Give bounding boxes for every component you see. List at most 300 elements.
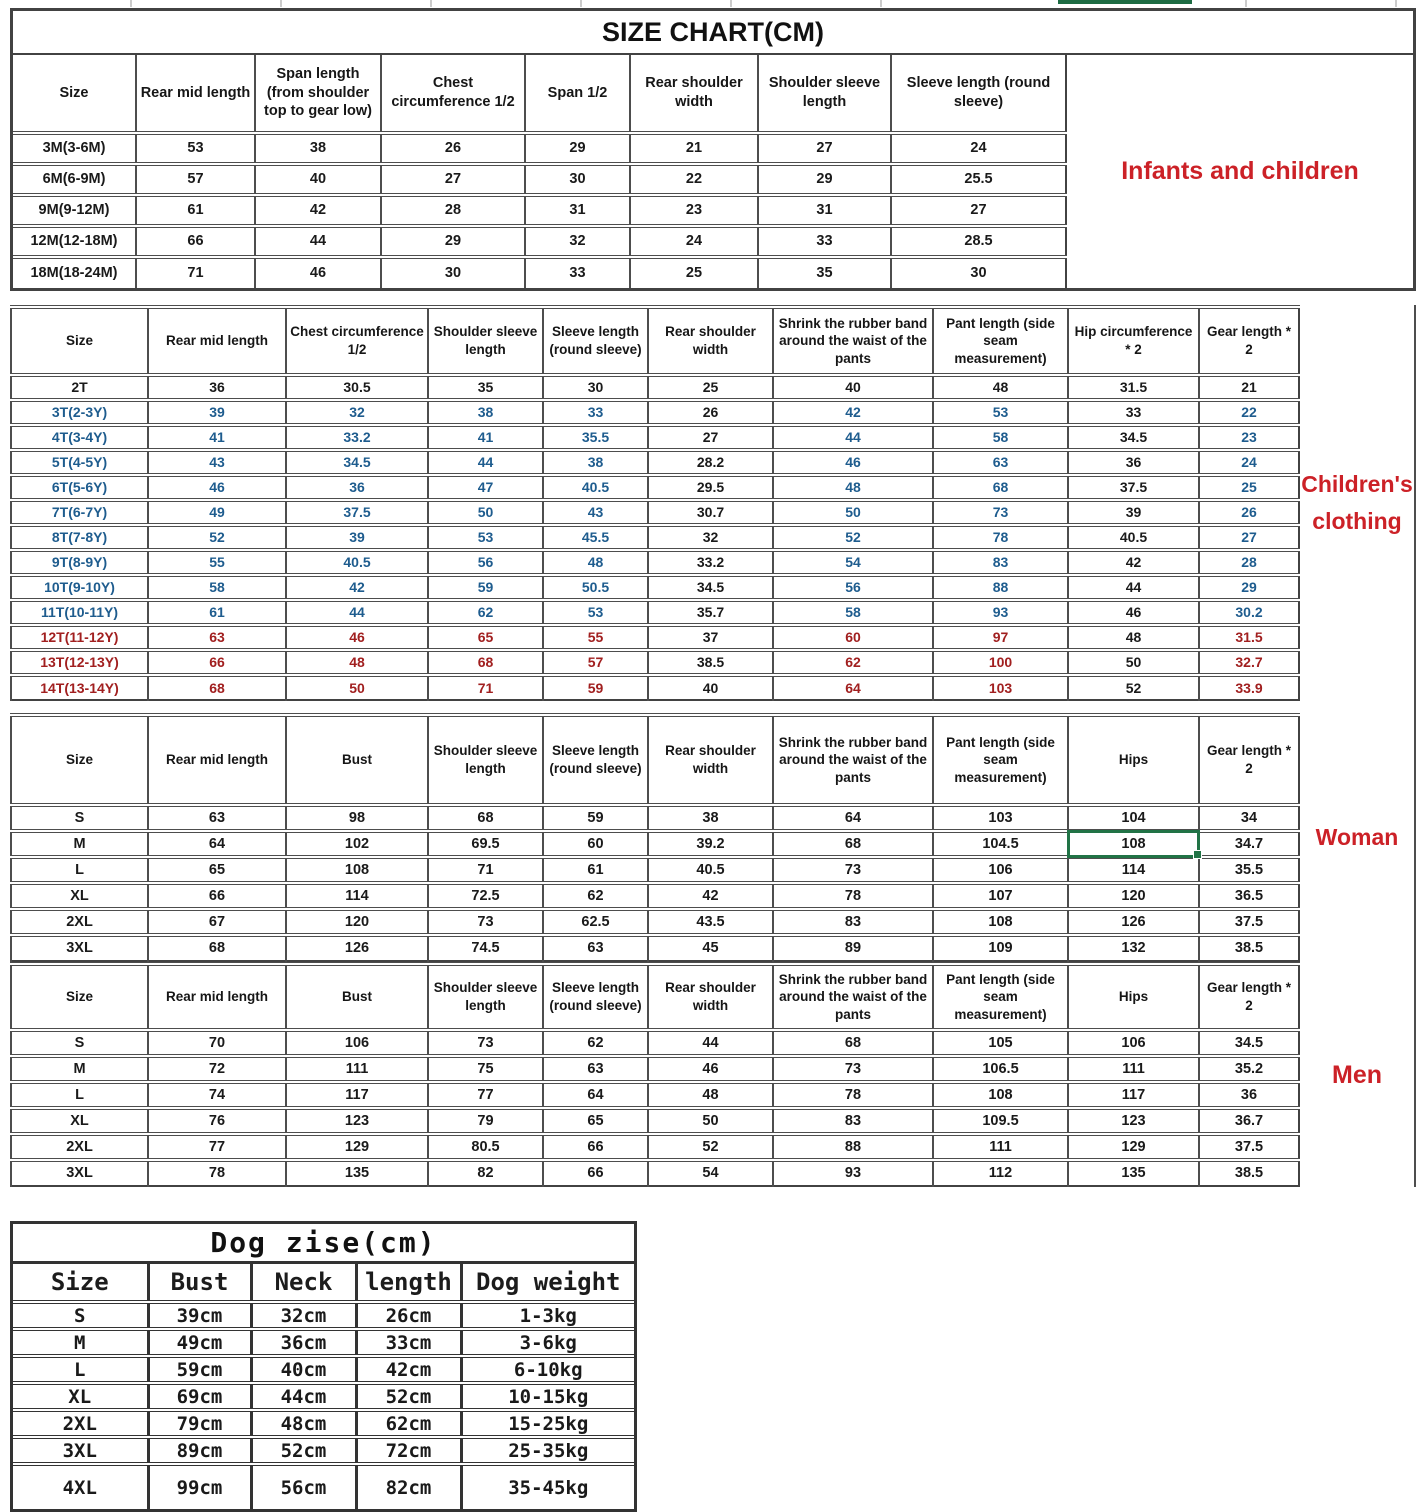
table-cell: 42cm bbox=[356, 1356, 461, 1383]
table-row bbox=[11, 400, 1299, 425]
table-cell: 37.5 bbox=[286, 500, 428, 525]
table-cell: 29 bbox=[1199, 575, 1299, 600]
table-cell: 66 bbox=[136, 226, 255, 257]
table-cell: 45.5 bbox=[543, 525, 648, 550]
column-header: Hip circumference * 2 bbox=[1068, 307, 1199, 375]
table-cell: 63 bbox=[148, 805, 286, 831]
table-cell: 46 bbox=[773, 450, 933, 475]
table-cell: 37.5 bbox=[1068, 475, 1199, 500]
table-cell: 112 bbox=[933, 1160, 1068, 1186]
table-row bbox=[11, 805, 1299, 831]
table-cell: 36 bbox=[286, 475, 428, 500]
table-cell: 42 bbox=[648, 883, 773, 909]
column-header: Gear length * 2 bbox=[1199, 715, 1299, 805]
table-row bbox=[13, 1383, 634, 1410]
row-size-label: 3XL bbox=[13, 1437, 148, 1464]
table-cell: 34.5 bbox=[286, 450, 428, 475]
children-label-text: Children's clothing bbox=[1301, 471, 1413, 534]
table-cell: 108 bbox=[933, 909, 1068, 935]
table-cell: 62 bbox=[428, 600, 543, 625]
table-cell: 32 bbox=[286, 400, 428, 425]
spreadsheet-top-gridline-strip bbox=[0, 0, 1428, 8]
table-cell: 111 bbox=[1068, 1056, 1199, 1082]
table-cell: 65 bbox=[543, 1108, 648, 1134]
table-cell: 120 bbox=[1068, 883, 1199, 909]
table-row bbox=[11, 1056, 1299, 1082]
table-cell: 46 bbox=[286, 625, 428, 650]
table-row bbox=[11, 375, 1299, 400]
table-cell: 46 bbox=[255, 257, 381, 288]
row-size-label: 4XL bbox=[13, 1464, 148, 1509]
table-cell: 40 bbox=[773, 375, 933, 400]
table-cell: 58 bbox=[148, 575, 286, 600]
row-size-label: XL bbox=[11, 1108, 148, 1134]
table-cell: 103 bbox=[933, 675, 1068, 700]
table-cell: 57 bbox=[136, 164, 255, 195]
table-cell: 44 bbox=[255, 226, 381, 257]
row-size-label: 12T(11-12Y) bbox=[11, 625, 148, 650]
table-cell: 106 bbox=[933, 857, 1068, 883]
table-cell: 33 bbox=[758, 226, 891, 257]
table-row bbox=[11, 475, 1299, 500]
table-cell: 31 bbox=[525, 195, 630, 226]
table-cell: 66 bbox=[543, 1134, 648, 1160]
children-section bbox=[10, 305, 1414, 701]
row-size-label: 9M(9-12M) bbox=[13, 195, 136, 226]
table-cell: 97 bbox=[933, 625, 1068, 650]
table-cell: 103 bbox=[933, 805, 1068, 831]
row-size-label: 3XL bbox=[11, 935, 148, 961]
size-chart-title: SIZE CHART(CM) bbox=[13, 11, 1413, 55]
table-row bbox=[13, 1302, 634, 1329]
table-cell: 25 bbox=[630, 257, 758, 288]
table-cell: 48 bbox=[543, 550, 648, 575]
table-cell: 42 bbox=[255, 195, 381, 226]
table-cell: 55 bbox=[543, 625, 648, 650]
column-header: Shrink the rubber band around the waist of the pants bbox=[773, 964, 933, 1030]
column-header: Shoulder sleeve length bbox=[428, 964, 543, 1030]
table-cell: 38 bbox=[255, 133, 381, 164]
table-cell: 53 bbox=[136, 133, 255, 164]
table-cell: 44 bbox=[286, 600, 428, 625]
table-row bbox=[11, 625, 1299, 650]
table-cell: 29.5 bbox=[648, 475, 773, 500]
table-row bbox=[13, 1410, 634, 1437]
table-cell: 52 bbox=[148, 525, 286, 550]
table-cell: 40.5 bbox=[543, 475, 648, 500]
table-cell: 35.5 bbox=[1199, 857, 1299, 883]
table-cell: 83 bbox=[933, 550, 1068, 575]
table-cell: 74.5 bbox=[428, 935, 543, 961]
table-cell: 28.5 bbox=[891, 226, 1066, 257]
row-size-label: M bbox=[13, 1329, 148, 1356]
table-row bbox=[11, 425, 1299, 450]
row-size-label: 2T bbox=[11, 375, 148, 400]
table-cell: 71 bbox=[428, 857, 543, 883]
column-header: Rear shoulder width bbox=[648, 307, 773, 375]
table-cell: 70 bbox=[148, 1030, 286, 1056]
table-cell: 41 bbox=[428, 425, 543, 450]
table-cell: 89 bbox=[773, 935, 933, 961]
column-header: Rear mid length bbox=[136, 55, 255, 133]
column-header: Rear mid length bbox=[148, 964, 286, 1030]
column-header: Sleeve length (round sleeve) bbox=[891, 55, 1066, 133]
table-row bbox=[11, 450, 1299, 475]
column-header: Dog weight bbox=[461, 1264, 634, 1302]
table-row bbox=[13, 1329, 634, 1356]
column-header: Bust bbox=[286, 715, 428, 805]
table-row bbox=[11, 600, 1299, 625]
table-cell: 60 bbox=[543, 831, 648, 857]
dog-size-table bbox=[13, 1264, 634, 1509]
table-cell: 38.5 bbox=[648, 650, 773, 675]
table-cell: 52 bbox=[773, 525, 933, 550]
table-cell: 49cm bbox=[148, 1329, 251, 1356]
row-size-label: S bbox=[11, 1030, 148, 1056]
table-cell: 35-45kg bbox=[461, 1464, 634, 1509]
table-cell: 49 bbox=[148, 500, 286, 525]
table-row bbox=[11, 1160, 1299, 1186]
infants-section bbox=[10, 8, 1416, 291]
table-cell: 26cm bbox=[356, 1302, 461, 1329]
table-cell: 104.5 bbox=[933, 831, 1068, 857]
row-size-label: 2XL bbox=[13, 1410, 148, 1437]
table-row bbox=[13, 226, 1066, 257]
table-cell: 36 bbox=[1068, 450, 1199, 475]
row-size-label: M bbox=[11, 1056, 148, 1082]
table-cell: 30.7 bbox=[648, 500, 773, 525]
table-cell: 106 bbox=[286, 1030, 428, 1056]
table-cell: 26 bbox=[648, 400, 773, 425]
table-cell: 108 bbox=[933, 1082, 1068, 1108]
infants-label-text: Infants and children bbox=[1121, 157, 1359, 185]
woman-size-table bbox=[10, 713, 1300, 962]
table-cell: 27 bbox=[381, 164, 525, 195]
table-cell: 106.5 bbox=[933, 1056, 1068, 1082]
table-cell: 24 bbox=[630, 226, 758, 257]
table-row bbox=[11, 1030, 1299, 1056]
dog-size-section bbox=[10, 1221, 637, 1512]
row-size-label: M bbox=[11, 831, 148, 857]
table-cell: 111 bbox=[286, 1056, 428, 1082]
table-row bbox=[11, 1134, 1299, 1160]
column-header: Hips bbox=[1068, 715, 1199, 805]
table-cell: 77 bbox=[428, 1082, 543, 1108]
column-header: Chest circumference 1/2 bbox=[381, 55, 525, 133]
table-cell: 114 bbox=[286, 883, 428, 909]
table-cell: 114 bbox=[1068, 857, 1199, 883]
table-row bbox=[11, 550, 1299, 575]
table-cell: 29 bbox=[758, 164, 891, 195]
table-cell: 39.2 bbox=[648, 831, 773, 857]
row-size-label: 4T(3-4Y) bbox=[11, 425, 148, 450]
table-cell: 43 bbox=[543, 500, 648, 525]
table-cell: 40.5 bbox=[1068, 525, 1199, 550]
table-row bbox=[13, 1437, 634, 1464]
table-cell: 30 bbox=[891, 257, 1066, 288]
table-cell: 31.5 bbox=[1199, 625, 1299, 650]
table-cell: 35.7 bbox=[648, 600, 773, 625]
table-cell: 48 bbox=[1068, 625, 1199, 650]
table-cell: 38.5 bbox=[1199, 1160, 1299, 1186]
table-cell: 36cm bbox=[251, 1329, 356, 1356]
table-cell: 106 bbox=[1068, 1030, 1199, 1056]
table-cell: 40 bbox=[648, 675, 773, 700]
column-header: Size bbox=[11, 715, 148, 805]
table-cell: 32 bbox=[648, 525, 773, 550]
row-size-label: S bbox=[13, 1302, 148, 1329]
dog-table-title: Dog zise(cm) bbox=[13, 1224, 634, 1264]
table-cell: 35.5 bbox=[543, 425, 648, 450]
column-header: Sleeve length (round sleeve) bbox=[543, 964, 648, 1030]
table-cell: 109 bbox=[933, 935, 1068, 961]
table-row bbox=[11, 1082, 1299, 1108]
table-cell: 33cm bbox=[356, 1329, 461, 1356]
table-cell: 105 bbox=[933, 1030, 1068, 1056]
table-cell: 34 bbox=[1199, 805, 1299, 831]
table-cell: 29 bbox=[525, 133, 630, 164]
table-cell: 10-15kg bbox=[461, 1383, 634, 1410]
table-cell: 102 bbox=[286, 831, 428, 857]
row-size-label: 13T(12-13Y) bbox=[11, 650, 148, 675]
table-cell: 28.2 bbox=[648, 450, 773, 475]
table-cell: 37 bbox=[648, 625, 773, 650]
column-header: Bust bbox=[148, 1264, 251, 1302]
table-cell: 58 bbox=[933, 425, 1068, 450]
table-cell: 28 bbox=[381, 195, 525, 226]
table-cell: 38.5 bbox=[1199, 935, 1299, 961]
table-cell: 55 bbox=[148, 550, 286, 575]
table-cell: 48 bbox=[773, 475, 933, 500]
table-cell: 34.5 bbox=[1199, 1030, 1299, 1056]
table-cell: 25-35kg bbox=[461, 1437, 634, 1464]
table-cell: 61 bbox=[136, 195, 255, 226]
column-header: Shrink the rubber band around the waist of the pants bbox=[773, 715, 933, 805]
table-row bbox=[13, 164, 1066, 195]
table-cell: 30.2 bbox=[1199, 600, 1299, 625]
table-cell: 78 bbox=[773, 883, 933, 909]
table-cell: 23 bbox=[1199, 425, 1299, 450]
table-cell: 30 bbox=[525, 164, 630, 195]
table-cell: 66 bbox=[148, 883, 286, 909]
table-cell: 60 bbox=[773, 625, 933, 650]
column-header: Span 1/2 bbox=[525, 55, 630, 133]
table-cell: 33.2 bbox=[286, 425, 428, 450]
row-size-label: L bbox=[11, 1082, 148, 1108]
table-cell: 43.5 bbox=[648, 909, 773, 935]
table-row bbox=[11, 1108, 1299, 1134]
table-cell: 47 bbox=[428, 475, 543, 500]
table-cell: 36.7 bbox=[1199, 1108, 1299, 1134]
table-cell: 62.5 bbox=[543, 909, 648, 935]
column-header: Rear shoulder width bbox=[630, 55, 758, 133]
table-cell: 15-25kg bbox=[461, 1410, 634, 1437]
table-cell: 36 bbox=[1199, 1082, 1299, 1108]
table-cell: 71 bbox=[428, 675, 543, 700]
table-row bbox=[11, 525, 1299, 550]
column-header: Neck bbox=[251, 1264, 356, 1302]
row-size-label: 6M(6-9M) bbox=[13, 164, 136, 195]
table-cell: 53 bbox=[933, 400, 1068, 425]
row-size-label: XL bbox=[13, 1383, 148, 1410]
column-header: Span length (from shoulder top to gear low) bbox=[255, 55, 381, 133]
row-size-label: L bbox=[13, 1356, 148, 1383]
table-cell: 64 bbox=[148, 831, 286, 857]
table-cell: 44 bbox=[648, 1030, 773, 1056]
table-cell: 48 bbox=[286, 650, 428, 675]
row-size-label: 18M(18-24M) bbox=[13, 257, 136, 288]
table-cell: 117 bbox=[286, 1082, 428, 1108]
table-cell: 75 bbox=[428, 1056, 543, 1082]
row-size-label: 9T(8-9Y) bbox=[11, 550, 148, 575]
table-cell: 56 bbox=[773, 575, 933, 600]
table-cell: 62cm bbox=[356, 1410, 461, 1437]
row-size-label: 10T(9-10Y) bbox=[11, 575, 148, 600]
table-cell: 30 bbox=[381, 257, 525, 288]
table-cell: 40.5 bbox=[648, 857, 773, 883]
table-cell: 88 bbox=[933, 575, 1068, 600]
table-cell: 66 bbox=[148, 650, 286, 675]
row-size-label: 14T(13-14Y) bbox=[11, 675, 148, 700]
table-cell: 1-3kg bbox=[461, 1302, 634, 1329]
table-cell: 39cm bbox=[148, 1302, 251, 1329]
row-size-label: 8T(7-8Y) bbox=[11, 525, 148, 550]
table-cell: 129 bbox=[1068, 1134, 1199, 1160]
table-cell: 93 bbox=[933, 600, 1068, 625]
table-cell: 26 bbox=[381, 133, 525, 164]
table-cell: 39 bbox=[1068, 500, 1199, 525]
column-header: Pant length (side seam measurement) bbox=[933, 307, 1068, 375]
table-cell: 46 bbox=[648, 1056, 773, 1082]
row-size-label: 2XL bbox=[11, 1134, 148, 1160]
table-cell: 80.5 bbox=[428, 1134, 543, 1160]
table-cell: 129 bbox=[286, 1134, 428, 1160]
column-header: Size bbox=[50, 1268, 109, 1296]
table-cell: 36.5 bbox=[1199, 883, 1299, 909]
table-cell: 89cm bbox=[148, 1437, 251, 1464]
table-cell: 99cm bbox=[148, 1464, 251, 1509]
table-cell: 63 bbox=[543, 935, 648, 961]
column-header: Shoulder sleeve length bbox=[428, 307, 543, 375]
column-header: Gear length * 2 bbox=[1199, 307, 1299, 375]
table-cell: 61 bbox=[148, 600, 286, 625]
table-cell: 37.5 bbox=[1199, 909, 1299, 935]
table-cell: 24 bbox=[891, 133, 1066, 164]
table-cell: 54 bbox=[648, 1160, 773, 1186]
table-cell: 40cm bbox=[251, 1356, 356, 1383]
table-cell: 57 bbox=[543, 650, 648, 675]
table-cell: 123 bbox=[1068, 1108, 1199, 1134]
table-row bbox=[13, 195, 1066, 226]
row-size-label: 7T(6-7Y) bbox=[11, 500, 148, 525]
table-cell: 32.7 bbox=[1199, 650, 1299, 675]
table-cell: 21 bbox=[630, 133, 758, 164]
table-cell: 71 bbox=[136, 257, 255, 288]
children-section-label bbox=[1300, 305, 1414, 701]
row-size-label: 3XL bbox=[11, 1160, 148, 1186]
table-cell: 64 bbox=[773, 805, 933, 831]
table-cell: 68 bbox=[428, 805, 543, 831]
column-header: Rear mid length bbox=[148, 715, 286, 805]
table-cell: 33 bbox=[543, 400, 648, 425]
table-cell: 34.7 bbox=[1199, 831, 1299, 857]
table-cell: 93 bbox=[773, 1160, 933, 1186]
table-cell: 76 bbox=[148, 1108, 286, 1134]
table-cell: 39 bbox=[286, 525, 428, 550]
table-cell: 35 bbox=[758, 257, 891, 288]
table-cell: 21 bbox=[1199, 375, 1299, 400]
table-cell: 46 bbox=[1068, 600, 1199, 625]
table-cell: 52 bbox=[648, 1134, 773, 1160]
table-cell: 68 bbox=[773, 831, 933, 857]
table-cell: 35 bbox=[428, 375, 543, 400]
table-cell: 108 bbox=[286, 857, 428, 883]
table-cell: 65 bbox=[148, 857, 286, 883]
column-header: Size bbox=[11, 307, 148, 375]
table-cell: 63 bbox=[933, 450, 1068, 475]
row-size-label: 5T(4-5Y) bbox=[11, 450, 148, 475]
table-row bbox=[11, 935, 1299, 961]
table-cell: 58 bbox=[773, 600, 933, 625]
children-size-table bbox=[10, 305, 1300, 701]
table-cell: 56 bbox=[428, 550, 543, 575]
table-cell: 78 bbox=[773, 1082, 933, 1108]
table-cell: 34.5 bbox=[648, 575, 773, 600]
table-cell: 67 bbox=[148, 909, 286, 935]
table-cell: 104 bbox=[1068, 805, 1199, 831]
table-cell: 65 bbox=[428, 625, 543, 650]
table-row bbox=[11, 909, 1299, 935]
table-cell: 22 bbox=[630, 164, 758, 195]
table-cell: 59 bbox=[543, 805, 648, 831]
table-cell: 37.5 bbox=[1199, 1134, 1299, 1160]
table-cell: 27 bbox=[648, 425, 773, 450]
table-cell: 56cm bbox=[251, 1464, 356, 1509]
table-cell: 48 bbox=[648, 1082, 773, 1108]
column-header: Shoulder sleeve length bbox=[428, 715, 543, 805]
table-cell: 54 bbox=[773, 550, 933, 575]
column-header: Sleeve length (round sleeve) bbox=[543, 715, 648, 805]
table-cell: 50 bbox=[428, 500, 543, 525]
table-row bbox=[11, 831, 1299, 857]
column-header: Size bbox=[59, 84, 89, 101]
column-header: Pant length (side seam measurement) bbox=[933, 715, 1068, 805]
table-cell: 26 bbox=[1199, 500, 1299, 525]
table-cell: 50 bbox=[773, 500, 933, 525]
table-cell: 62 bbox=[543, 1030, 648, 1056]
table-cell: 100 bbox=[933, 650, 1068, 675]
column-header: Sleeve length (round sleeve) bbox=[543, 307, 648, 375]
table-cell: 77 bbox=[148, 1134, 286, 1160]
table-cell: 68 bbox=[773, 1030, 933, 1056]
table-cell: 82 bbox=[428, 1160, 543, 1186]
table-cell: 62 bbox=[773, 650, 933, 675]
table-cell: 27 bbox=[758, 133, 891, 164]
table-cell: 63 bbox=[148, 625, 286, 650]
table-cell: 44 bbox=[428, 450, 543, 475]
table-cell: 64 bbox=[773, 675, 933, 700]
table-cell: 50 bbox=[648, 1108, 773, 1134]
table-cell: 38 bbox=[428, 400, 543, 425]
table-cell: 111 bbox=[933, 1134, 1068, 1160]
table-cell: 45 bbox=[648, 935, 773, 961]
table-cell: 33.2 bbox=[648, 550, 773, 575]
table-cell: 73 bbox=[933, 500, 1068, 525]
table-cell: 33 bbox=[525, 257, 630, 288]
table-cell: 72cm bbox=[356, 1437, 461, 1464]
table-cell: 43 bbox=[148, 450, 286, 475]
woman-section-label bbox=[1300, 713, 1414, 962]
